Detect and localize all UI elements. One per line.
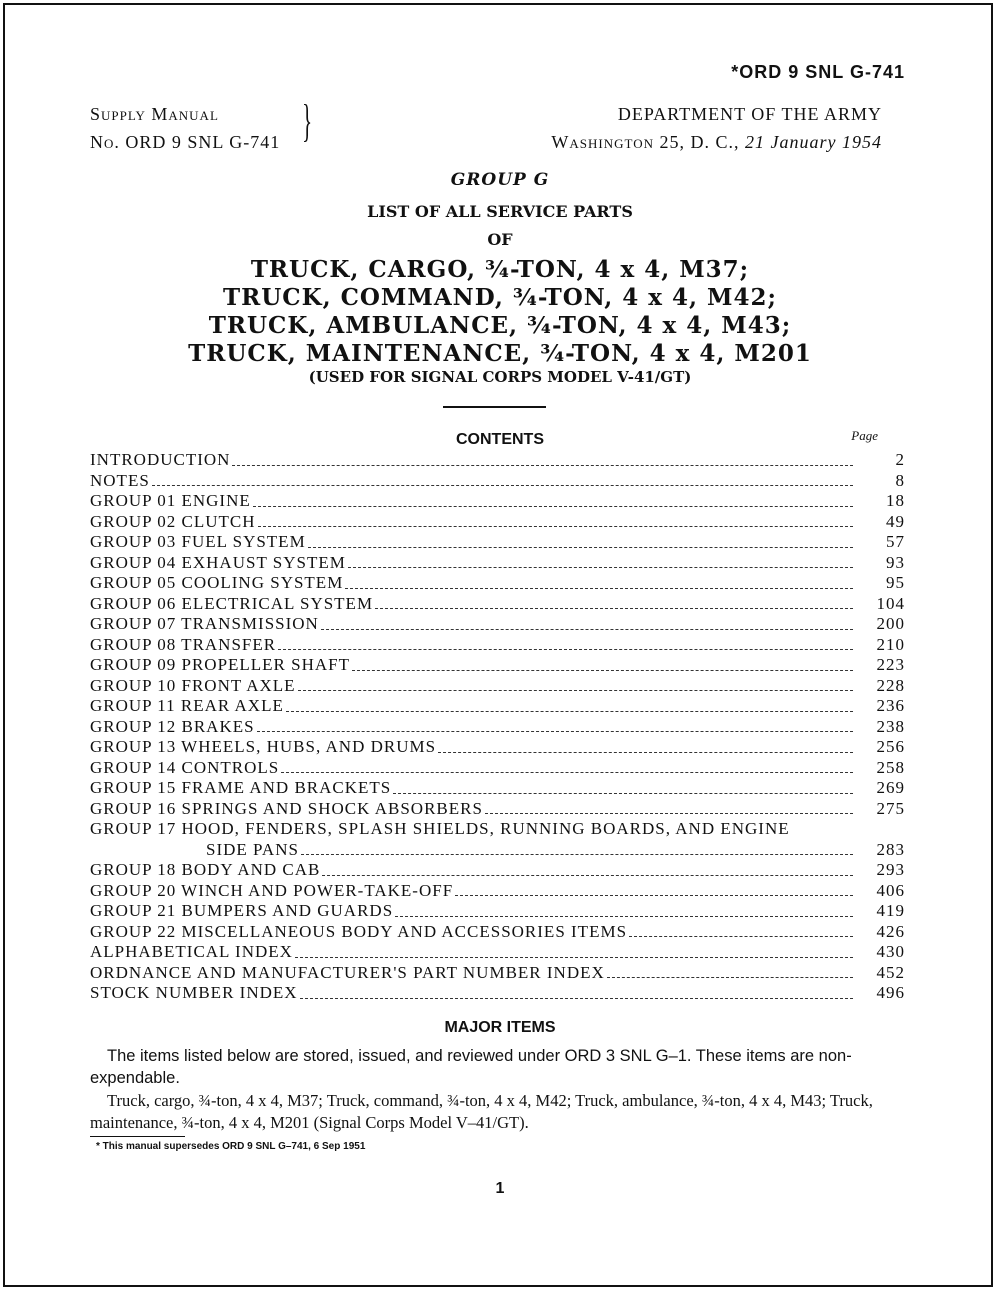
toc-page: 200 [876, 614, 905, 633]
toc-page: 269 [876, 778, 905, 797]
toc-page: 49 [886, 511, 905, 531]
leader-dots [395, 916, 853, 917]
used-for-note: (USED FOR SIGNAL CORPS MODEL V-41/GT) [308, 368, 692, 386]
toc-page: 258 [876, 757, 905, 777]
brace-icon: } [302, 95, 313, 146]
divider [443, 406, 546, 408]
toc-entry [90, 881, 905, 902]
leader-dots [321, 629, 853, 630]
toc-entry [90, 819, 905, 840]
leader-dots [375, 608, 853, 609]
toc-entry [90, 717, 905, 738]
toc-label: SIDE PANS [206, 839, 299, 859]
toc-label: GROUP 15 FRAME AND BRACKETS [90, 778, 392, 797]
leader-dots [257, 731, 853, 732]
document-id: *ORD 9 SNL G-741 [731, 62, 905, 82]
toc-page: 452 [876, 962, 905, 982]
toc-entry [90, 860, 905, 881]
toc-entry [90, 450, 905, 471]
toc-label: GROUP 11 REAR AXLE [90, 696, 284, 715]
toc-entry [90, 532, 905, 553]
toc-entry [90, 840, 905, 861]
toc-page: 238 [876, 716, 905, 736]
toc-label: GROUP 08 TRANSFER [90, 634, 277, 654]
leader-dots [352, 670, 853, 671]
page-column-label: Page [851, 428, 878, 443]
leader-dots [300, 998, 853, 999]
toc-label: GROUP 17 HOOD, FENDERS, SPLASH SHIELDS, RUNNING BOARDS, AND ENGINE [90, 819, 790, 838]
toc-entry [90, 922, 905, 943]
toc-label: GROUP 07 TRANSMISSION [90, 614, 319, 633]
of-heading: OF [487, 230, 513, 249]
contents-title: CONTENTS [456, 431, 544, 448]
leader-dots [152, 485, 853, 486]
leader-dots [301, 854, 853, 855]
truck-titles [0, 256, 1000, 368]
truck-title-line: TRUCK, CARGO, ¾-TON, 4 x 4, M37; [250, 256, 750, 283]
toc-page: 57 [886, 532, 905, 551]
toc-label: GROUP 01 ENGINE [90, 491, 251, 510]
toc-page: 228 [876, 675, 905, 695]
leader-dots [258, 526, 854, 527]
table-of-contents [90, 450, 905, 1004]
toc-entry [90, 471, 905, 492]
leader-dots [393, 793, 853, 794]
toc-entry [90, 573, 905, 594]
leader-dots [278, 649, 853, 650]
supply-manual-block [90, 100, 280, 156]
list-heading: LIST OF ALL SERVICE PARTS [367, 202, 633, 221]
leader-dots [348, 567, 853, 568]
toc-label: GROUP 22 MISCELLANEOUS BODY AND ACCESSORIES ITEMS [90, 921, 628, 941]
toc-entry [90, 696, 905, 717]
location-date [551, 128, 882, 156]
toc-label: GROUP 16 SPRINGS AND SHOCK ABSORBERS [90, 798, 483, 818]
toc-label: STOCK NUMBER INDEX [90, 983, 298, 1002]
toc-label: GROUP 14 CONTROLS [90, 757, 280, 777]
toc-label: GROUP 10 FRONT AXLE [90, 675, 296, 695]
major-items-list: Truck, cargo, ¾-ton, 4 x 4, M37; Truck, command, ¾-ton, 4 x 4, M42; Truck, ambulance, ¾-ton, 4 x 4, M43; Truck, maintenance, ¾-ton, 4 x 4, M201 (Signal Corps Model V–41/GT). [90, 1091, 873, 1132]
toc-entry [90, 553, 905, 574]
truck-title-line: TRUCK, MAINTENANCE, ¾-TON, 4 x 4, M201 [188, 340, 812, 367]
toc-label: GROUP 12 BRAKES [90, 716, 255, 736]
department-name: DEPARTMENT OF THE ARMY [617, 104, 882, 124]
toc-page: 426 [876, 921, 905, 941]
toc-page: 104 [876, 593, 905, 613]
toc-label: GROUP 20 WINCH AND POWER-TAKE-OFF [90, 880, 454, 900]
toc-entry [90, 778, 905, 799]
truck-title-line: TRUCK, COMMAND, ¾-TON, 4 x 4, M42; [222, 284, 777, 311]
toc-entry [90, 676, 905, 697]
toc-label: GROUP 02 CLUTCH [90, 511, 256, 531]
date: 21 January 1954 [745, 132, 882, 152]
leader-dots [629, 936, 853, 937]
toc-entry [90, 594, 905, 615]
leader-dots [281, 772, 853, 773]
toc-label: GROUP 13 WHEELS, HUBS, AND DRUMS [90, 737, 437, 756]
toc-entry [90, 901, 905, 922]
toc-page: 18 [886, 491, 905, 510]
leader-dots [485, 813, 853, 814]
toc-entry [90, 635, 905, 656]
major-items-title: MAJOR ITEMS [444, 1019, 556, 1036]
toc-label: NOTES [90, 470, 150, 490]
toc-entry [90, 799, 905, 820]
toc-entry [90, 983, 905, 1004]
truck-title-line: TRUCK, AMBULANCE, ¾-TON, 4 x 4, M43; [208, 312, 792, 339]
leader-dots [286, 711, 853, 712]
toc-page: 236 [876, 696, 905, 715]
toc-page: 275 [876, 798, 905, 818]
toc-page: 293 [876, 860, 905, 879]
toc-entry [90, 963, 905, 984]
supply-manual-label: Supply Manual [90, 104, 219, 124]
leader-dots [295, 957, 853, 958]
toc-entry [90, 491, 905, 512]
toc-label: INTRODUCTION [90, 450, 231, 469]
toc-entry [90, 758, 905, 779]
toc-label: ALPHABETICAL INDEX [90, 942, 293, 961]
toc-entry [90, 942, 905, 963]
major-items-paragraph: The items listed below are stored, issued, and reviewed under ORD 3 SNL G–1. These items are non-expendable. [90, 1047, 852, 1087]
toc-label: GROUP 05 COOLING SYSTEM [90, 573, 344, 592]
page-number: 1 [495, 1180, 505, 1197]
toc-page: 95 [886, 573, 905, 592]
leader-dots [345, 588, 853, 589]
toc-label: GROUP 03 FUEL SYSTEM [90, 532, 306, 551]
toc-label: GROUP 09 PROPELLER SHAFT [90, 655, 350, 674]
toc-page: 223 [876, 655, 905, 674]
leader-dots [298, 690, 853, 691]
leader-dots [253, 506, 853, 507]
toc-page: 419 [876, 901, 905, 920]
leader-dots [232, 465, 853, 466]
toc-entry [90, 655, 905, 676]
toc-page: 210 [876, 634, 905, 654]
toc-page: 406 [876, 880, 905, 900]
toc-label: ORDNANCE AND MANUFACTURER'S PART NUMBER INDEX [90, 962, 605, 982]
toc-page: 496 [876, 983, 905, 1002]
footnote: * This manual supersedes ORD 9 SNL G–741, 6 Sep 1951 [96, 1141, 366, 1152]
department-block [551, 100, 882, 156]
leader-dots [308, 547, 853, 548]
leader-dots [607, 977, 853, 978]
group-title: GROUP G [450, 170, 550, 190]
leader-dots [438, 752, 853, 753]
toc-page: 93 [886, 552, 905, 572]
toc-label: GROUP 04 EXHAUST SYSTEM [90, 552, 346, 572]
toc-entry [90, 737, 905, 758]
leader-dots [455, 895, 853, 896]
toc-page: 2 [895, 450, 905, 469]
leader-dots [322, 875, 853, 876]
toc-page: 283 [876, 839, 905, 859]
toc-page: 430 [876, 942, 905, 961]
toc-entry [90, 512, 905, 533]
toc-label: GROUP 21 BUMPERS AND GUARDS [90, 901, 394, 920]
toc-label: GROUP 18 BODY AND CAB [90, 860, 321, 879]
toc-entry [90, 614, 905, 635]
footnote-divider [90, 1136, 185, 1137]
toc-label: GROUP 06 ELECTRICAL SYSTEM [90, 593, 374, 613]
location: Washington 25, D. C., [551, 132, 740, 152]
toc-page: 256 [876, 737, 905, 756]
manual-number: No. ORD 9 SNL G-741 [90, 132, 281, 152]
toc-page: 8 [895, 470, 905, 490]
